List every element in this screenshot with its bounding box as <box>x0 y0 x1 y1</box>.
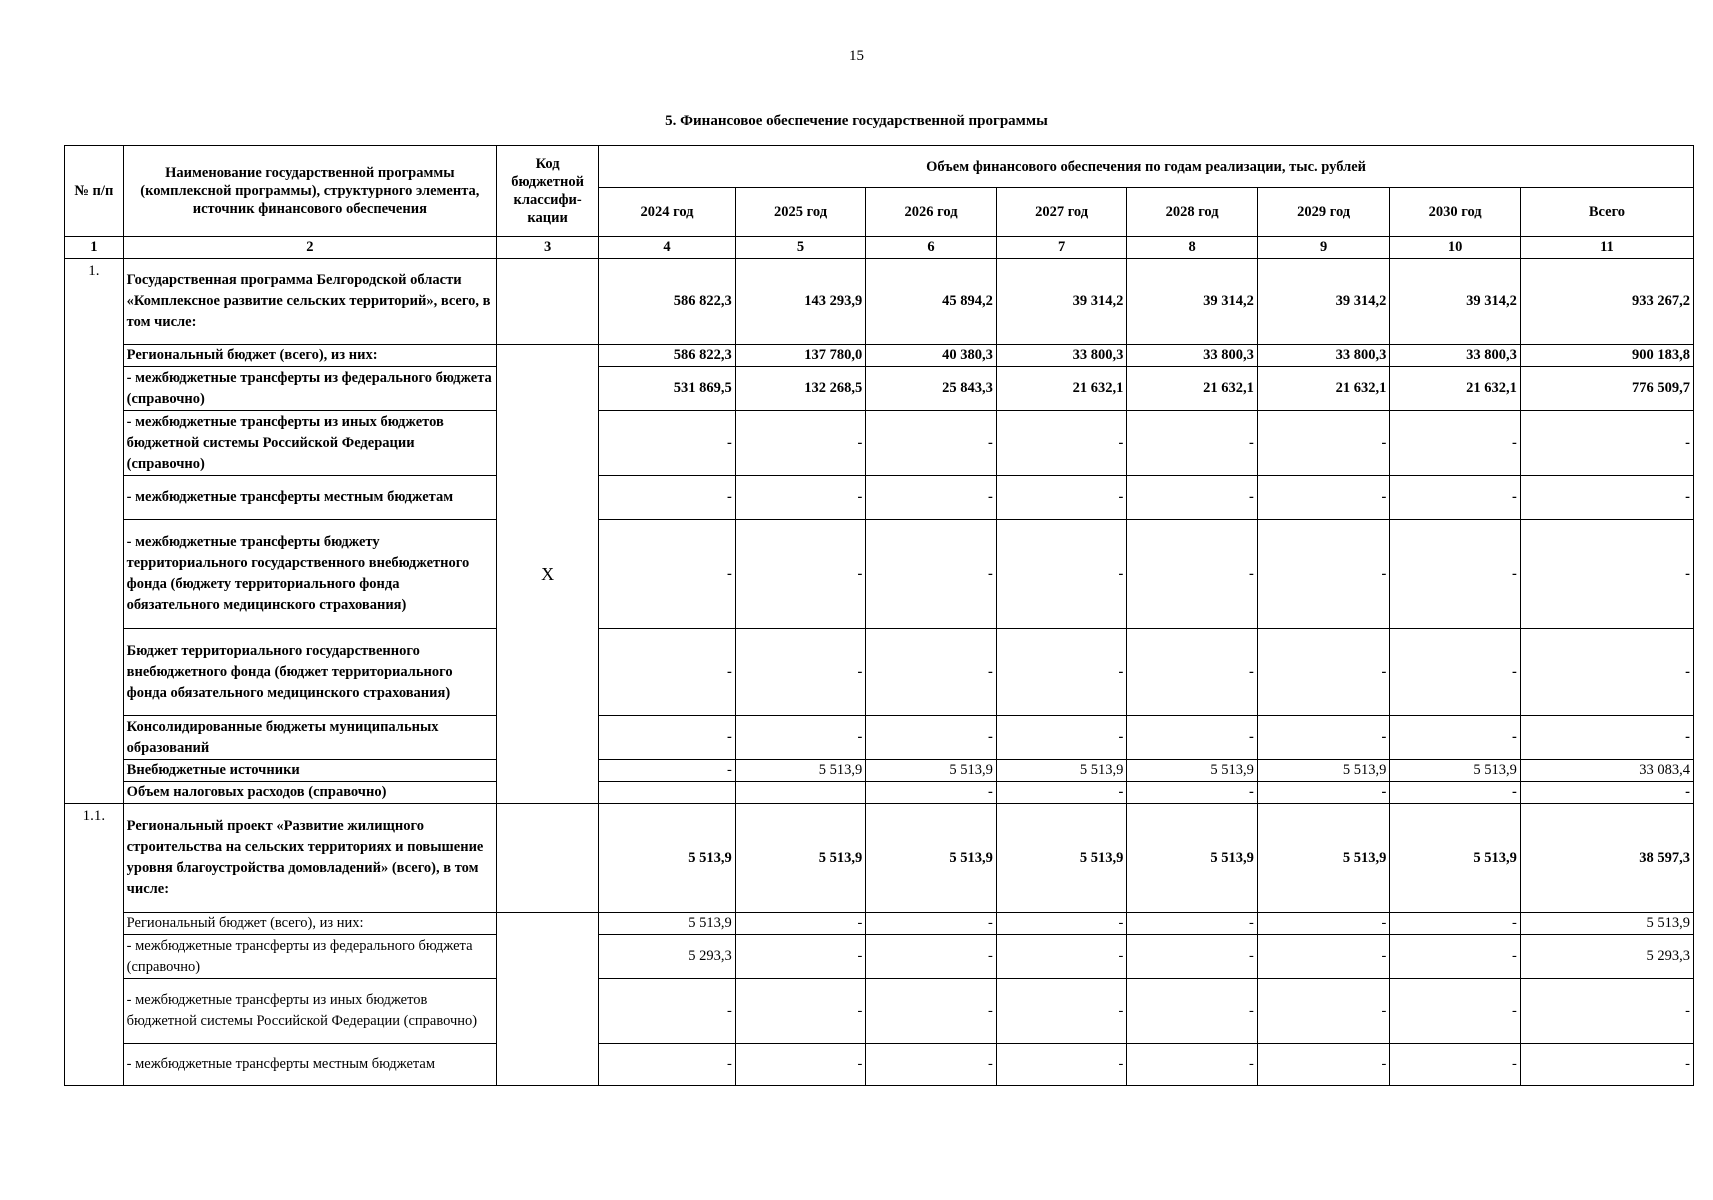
value-cell: - <box>1127 935 1258 979</box>
value-cell: 39 314,2 <box>1257 259 1390 345</box>
value-cell: - <box>735 629 866 716</box>
value-cell: - <box>1257 979 1390 1044</box>
header-year: 2030 год <box>1390 188 1521 237</box>
value-cell: 33 800,3 <box>996 345 1127 367</box>
value-cell: - <box>866 476 997 520</box>
value-cell: 5 293,3 <box>599 935 736 979</box>
value-cell: 5 513,9 <box>1257 760 1390 782</box>
value-cell: - <box>1127 913 1258 935</box>
table-row <box>65 345 1694 367</box>
value-cell: - <box>1390 629 1521 716</box>
value-cell: 33 083,4 <box>1520 760 1693 782</box>
value-cell: 21 632,1 <box>1390 367 1521 411</box>
value-cell <box>599 782 736 804</box>
value-cell: - <box>866 520 997 629</box>
row-name: - межбюджетные трансферты из иных бюджетов бюджетной системы Российской Федерации (справочно) <box>123 979 496 1044</box>
row-name: - межбюджетные трансферты местным бюджетам <box>123 1044 496 1086</box>
column-index: 11 <box>1520 237 1693 259</box>
value-cell: 5 513,9 <box>735 804 866 913</box>
value-cell: - <box>866 716 997 760</box>
value-cell: 21 632,1 <box>1257 367 1390 411</box>
value-cell: - <box>1257 411 1390 476</box>
kbk-cell: Х <box>497 345 599 804</box>
row-name: Консолидированные бюджеты муниципальных образований <box>123 716 496 760</box>
value-cell: 5 513,9 <box>1520 913 1693 935</box>
value-cell: - <box>1520 716 1693 760</box>
value-cell: 33 800,3 <box>1257 345 1390 367</box>
value-cell: 132 268,5 <box>735 367 866 411</box>
table-row <box>65 629 1694 716</box>
column-index: 5 <box>735 237 866 259</box>
row-name: - межбюджетные трансферты из федерального бюджета (справочно) <box>123 935 496 979</box>
value-cell: - <box>1127 979 1258 1044</box>
value-cell: - <box>1520 782 1693 804</box>
table-row <box>65 913 1694 935</box>
value-cell: - <box>996 979 1127 1044</box>
value-cell: - <box>1390 913 1521 935</box>
row-name: Региональный бюджет (всего), из них: <box>123 913 496 935</box>
value-cell: - <box>866 979 997 1044</box>
value-cell: - <box>1390 716 1521 760</box>
value-cell: - <box>599 979 736 1044</box>
value-cell: - <box>1520 629 1693 716</box>
value-cell: - <box>996 476 1127 520</box>
value-cell: - <box>735 979 866 1044</box>
header-year: 2027 год <box>996 188 1127 237</box>
value-cell: - <box>1257 913 1390 935</box>
value-cell: 5 513,9 <box>735 760 866 782</box>
column-index: 7 <box>996 237 1127 259</box>
row-number: 1. <box>65 259 124 804</box>
table-row <box>65 804 1694 913</box>
value-cell: 5 513,9 <box>866 804 997 913</box>
header-name: Наименование государственной программы (комплексной программы), структурного элемента, источник финансового обеспечения <box>123 146 496 237</box>
column-index-row <box>65 237 1694 259</box>
row-name: Государственная программа Белгородской области «Комплексное развитие сельских территорий», всего, в том числе: <box>123 259 496 345</box>
value-cell: 5 513,9 <box>996 804 1127 913</box>
value-cell: - <box>1390 520 1521 629</box>
column-index: 3 <box>497 237 599 259</box>
value-cell: 5 513,9 <box>866 760 997 782</box>
value-cell: - <box>1520 1044 1693 1086</box>
value-cell: - <box>1520 979 1693 1044</box>
header-year: 2029 год <box>1257 188 1390 237</box>
value-cell: 33 800,3 <box>1127 345 1258 367</box>
value-cell: 143 293,9 <box>735 259 866 345</box>
table-row <box>65 760 1694 782</box>
value-cell: - <box>735 716 866 760</box>
kbk-cell <box>497 913 599 1086</box>
kbk-cell <box>497 804 599 913</box>
column-index: 2 <box>123 237 496 259</box>
value-cell: - <box>599 520 736 629</box>
value-cell: - <box>1390 1044 1521 1086</box>
table-row <box>65 935 1694 979</box>
value-cell: - <box>996 782 1127 804</box>
value-cell: 45 894,2 <box>866 259 997 345</box>
value-cell: 33 800,3 <box>1390 345 1521 367</box>
value-cell: 5 513,9 <box>1390 804 1521 913</box>
header-year: 2028 год <box>1127 188 1258 237</box>
value-cell: - <box>735 411 866 476</box>
value-cell: - <box>1390 411 1521 476</box>
value-cell: 25 843,3 <box>866 367 997 411</box>
value-cell: - <box>735 476 866 520</box>
value-cell: 933 267,2 <box>1520 259 1693 345</box>
value-cell: 586 822,3 <box>599 259 736 345</box>
column-index: 10 <box>1390 237 1521 259</box>
value-cell: - <box>1520 411 1693 476</box>
value-cell: - <box>996 520 1127 629</box>
value-cell: - <box>599 629 736 716</box>
row-name: - межбюджетные трансферты из федерального бюджета (справочно) <box>123 367 496 411</box>
value-cell: - <box>1390 476 1521 520</box>
value-cell: - <box>1127 1044 1258 1086</box>
value-cell: - <box>1127 629 1258 716</box>
page-number: 15 <box>849 48 864 64</box>
value-cell: 21 632,1 <box>1127 367 1258 411</box>
value-cell: - <box>1127 782 1258 804</box>
value-cell: - <box>735 913 866 935</box>
header-year: 2026 год <box>866 188 997 237</box>
value-cell: - <box>1257 629 1390 716</box>
value-cell: - <box>1127 411 1258 476</box>
header-total: Всего <box>1520 188 1693 237</box>
value-cell: - <box>735 935 866 979</box>
header-number: № п/п <box>65 146 124 237</box>
value-cell: 5 513,9 <box>1257 804 1390 913</box>
value-cell: 5 513,9 <box>599 913 736 935</box>
value-cell: - <box>866 629 997 716</box>
value-cell: 21 632,1 <box>996 367 1127 411</box>
table-row <box>65 716 1694 760</box>
row-name: Региональный бюджет (всего), из них: <box>123 345 496 367</box>
value-cell: - <box>866 913 997 935</box>
table-row <box>65 367 1694 411</box>
value-cell: - <box>1520 520 1693 629</box>
value-cell: - <box>1390 935 1521 979</box>
row-name: Бюджет территориального государственного внебюджетного фонда (бюджет территориального фонда обязательного медицинского страхования) <box>123 629 496 716</box>
table-row <box>65 411 1694 476</box>
table-row <box>65 476 1694 520</box>
value-cell: - <box>1127 476 1258 520</box>
value-cell: 39 314,2 <box>1127 259 1258 345</box>
column-index: 9 <box>1257 237 1390 259</box>
value-cell: - <box>866 411 997 476</box>
table-row <box>65 1044 1694 1086</box>
table-row <box>65 979 1694 1044</box>
value-cell: 40 380,3 <box>866 345 997 367</box>
header-volume: Объем финансового обеспечения по годам реализации, тыс. рублей <box>599 146 1694 188</box>
value-cell: - <box>599 411 736 476</box>
table-row <box>65 520 1694 629</box>
kbk-cell <box>497 259 599 345</box>
table-row <box>65 782 1694 804</box>
value-cell: - <box>1257 520 1390 629</box>
value-cell: - <box>735 1044 866 1086</box>
value-cell <box>735 782 866 804</box>
value-cell: 39 314,2 <box>996 259 1127 345</box>
header-year: 2025 год <box>735 188 866 237</box>
value-cell: - <box>996 935 1127 979</box>
value-cell: 5 513,9 <box>1127 760 1258 782</box>
header-kbk: Код бюджетной классифи-кации <box>497 146 599 237</box>
value-cell: - <box>599 1044 736 1086</box>
row-name: - межбюджетные трансферты бюджету территориального государственного внебюджетного фонда (бюджету территориального фонда обязательного медицинского страхования) <box>123 520 496 629</box>
row-number: 1.1. <box>65 804 124 1086</box>
value-cell: - <box>1127 716 1258 760</box>
row-name: Региональный проект «Развитие жилищного строительства на сельских территориях и повышение уровня благоустройства домовладений» (всего), в том числе: <box>123 804 496 913</box>
value-cell: - <box>1257 1044 1390 1086</box>
value-cell: 137 780,0 <box>735 345 866 367</box>
value-cell: 5 513,9 <box>996 760 1127 782</box>
row-name: - межбюджетные трансферты местным бюджетам <box>123 476 496 520</box>
value-cell: - <box>1390 782 1521 804</box>
row-name: - межбюджетные трансферты из иных бюджетов бюджетной системы Российской Федерации (справочно) <box>123 411 496 476</box>
row-name: Внебюджетные источники <box>123 760 496 782</box>
column-index: 8 <box>1127 237 1258 259</box>
value-cell: 5 513,9 <box>1127 804 1258 913</box>
value-cell: - <box>599 716 736 760</box>
value-cell: 38 597,3 <box>1520 804 1693 913</box>
value-cell: 5 513,9 <box>1390 760 1521 782</box>
header-year: 2024 год <box>599 188 736 237</box>
value-cell: 5 513,9 <box>599 804 736 913</box>
value-cell: - <box>1257 716 1390 760</box>
value-cell: 900 183,8 <box>1520 345 1693 367</box>
value-cell: - <box>996 411 1127 476</box>
value-cell: - <box>1520 476 1693 520</box>
value-cell: - <box>866 1044 997 1086</box>
value-cell: 586 822,3 <box>599 345 736 367</box>
value-cell: 531 869,5 <box>599 367 736 411</box>
column-index: 4 <box>599 237 736 259</box>
row-name: Объем налоговых расходов (справочно) <box>123 782 496 804</box>
financing-table <box>64 145 1694 1086</box>
value-cell: - <box>1257 935 1390 979</box>
value-cell: 39 314,2 <box>1390 259 1521 345</box>
value-cell: - <box>599 476 736 520</box>
value-cell: 776 509,7 <box>1520 367 1693 411</box>
value-cell: - <box>1257 476 1390 520</box>
table-row <box>65 259 1694 345</box>
column-index: 6 <box>866 237 997 259</box>
value-cell: - <box>866 935 997 979</box>
value-cell: - <box>599 760 736 782</box>
value-cell: - <box>1390 979 1521 1044</box>
value-cell: - <box>1127 520 1258 629</box>
column-index: 1 <box>65 237 124 259</box>
value-cell: 5 293,3 <box>1520 935 1693 979</box>
value-cell: - <box>996 1044 1127 1086</box>
value-cell: - <box>996 913 1127 935</box>
value-cell: - <box>1257 782 1390 804</box>
value-cell: - <box>735 520 866 629</box>
value-cell: - <box>866 782 997 804</box>
value-cell: - <box>996 629 1127 716</box>
section-title: 5. Финансовое обеспечение государственной программы <box>665 113 1048 129</box>
value-cell: - <box>996 716 1127 760</box>
